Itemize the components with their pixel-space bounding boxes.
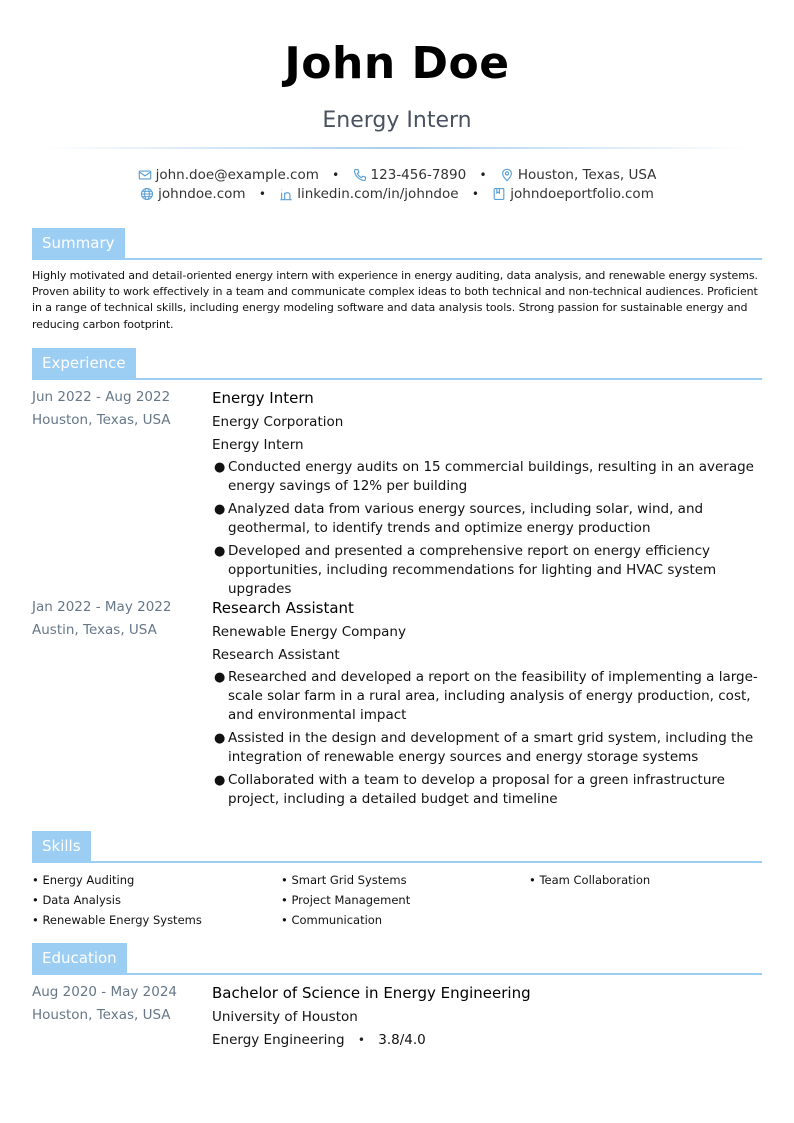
globe-icon	[140, 187, 154, 201]
contact-row-primary	[0, 165, 794, 185]
location-text: Houston, Texas, USA	[517, 167, 657, 183]
education-field-gpa	[212, 1030, 762, 1050]
experience-location: Austin, Texas, USA	[32, 622, 157, 638]
education-heading: Education	[32, 943, 127, 974]
skills-column	[529, 870, 769, 890]
skill-item: • Energy Auditing	[32, 873, 135, 887]
linkedin-icon	[279, 187, 293, 201]
education-details	[212, 982, 762, 1050]
bullet-text: Collaborated with a team to develop a proposal for a green infrastructure project, including a detailed budget and timeline	[228, 772, 725, 807]
summary-text: Highly motivated and detail-oriented energy intern with experience in energy auditing, data analysis, and renewable energy systems. Proven ability to work effectively in a team and communicate complex ideas to both technical and non-technical audiences. Proficient in a range of technical skills, including energy modeling software and data analysis tools. Strong passion for sustainable energy and reducing carbon footprint.	[32, 269, 758, 331]
skills-section-header	[32, 831, 762, 862]
bullet-dot-icon: ●	[214, 670, 226, 685]
bullet-text: Analyzed data from various energy sources, including solar, wind, and geothermal, to identify trends and optimize energy production	[228, 501, 704, 536]
contact-row-secondary	[0, 184, 794, 204]
skills-heading: Skills	[32, 831, 91, 862]
skill-item: • Project Management	[281, 893, 411, 907]
contact-phone[interactable]	[353, 165, 467, 185]
header-divider	[44, 147, 750, 149]
skills-column	[281, 870, 521, 930]
experience-heading: Experience	[32, 348, 136, 379]
candidate-headline: Energy Intern	[322, 108, 472, 133]
education-separator: •	[357, 1033, 365, 1047]
contact-separator: •	[471, 187, 479, 201]
experience-section-header	[32, 348, 762, 379]
bullet-dot-icon: ●	[214, 773, 226, 788]
section-divider	[32, 861, 762, 863]
contact-portfolio[interactable]	[492, 184, 654, 204]
bullet-dot-icon: ●	[214, 731, 226, 746]
list-item	[212, 458, 762, 496]
education-date: Aug 2020 - May 2024	[32, 984, 178, 1000]
list-item	[212, 729, 762, 767]
list-item	[212, 771, 762, 809]
skill-item: • Communication	[281, 913, 383, 927]
list-item	[212, 668, 762, 725]
candidate-name: John Doe	[284, 38, 510, 89]
contact-email[interactable]	[138, 165, 319, 185]
portfolio-text: johndoeportfolio.com	[510, 186, 654, 202]
skill-item: • Renewable Energy Systems	[32, 913, 202, 927]
bullet-dot-icon: ●	[214, 460, 226, 475]
skill-item: • Smart Grid Systems	[281, 873, 407, 887]
experience-details	[212, 387, 762, 603]
contact-location	[500, 165, 657, 185]
education-institution: University of Houston	[212, 1009, 358, 1025]
phone-icon	[353, 168, 367, 182]
bullet-text: Researched and developed a report on the feasibility of implementing a large-scale solar farm in a rural area, including analysis of energy production, cost, and environmental impact	[228, 669, 758, 723]
experience-position: Research Assistant	[212, 647, 340, 663]
skill-item: • Data Analysis	[32, 893, 121, 907]
contact-website[interactable]	[140, 184, 245, 204]
summary-section-header	[32, 228, 762, 259]
phone-text: 123-456-7890	[370, 167, 467, 183]
summary-heading: Summary	[32, 228, 125, 259]
experience-details	[212, 597, 762, 813]
bullet-text: Developed and presented a comprehensive report on energy efficiency opportunities, including recommendations for lighting and HVAC system upgrades	[228, 543, 717, 597]
section-divider	[32, 258, 762, 260]
education-location: Houston, Texas, USA	[32, 1007, 171, 1023]
contact-separator: •	[332, 168, 340, 182]
skill-item: • Team Collaboration	[529, 873, 651, 887]
contact-linkedin[interactable]	[279, 184, 458, 204]
education-field: Energy Engineering	[212, 1032, 345, 1048]
section-divider	[32, 973, 762, 975]
list-item	[212, 500, 762, 538]
experience-title: Research Assistant	[212, 599, 354, 617]
bullet-dot-icon: ●	[214, 544, 226, 559]
experience-title: Energy Intern	[212, 389, 314, 407]
experience-bullets	[212, 458, 762, 599]
portfolio-icon	[492, 187, 506, 201]
linkedin-text: linkedin.com/in/johndoe	[297, 186, 459, 202]
experience-company: Renewable Energy Company	[212, 624, 406, 640]
education-degree: Bachelor of Science in Energy Engineering	[212, 984, 531, 1002]
contact-separator: •	[258, 187, 266, 201]
mail-icon	[138, 168, 152, 182]
experience-position: Energy Intern	[212, 437, 304, 453]
bullet-dot-icon: ●	[214, 502, 226, 517]
list-item	[212, 542, 762, 599]
website-text: johndoe.com	[158, 186, 246, 202]
experience-date: Jan 2022 - May 2022	[32, 599, 172, 615]
experience-company: Energy Corporation	[212, 414, 344, 430]
email-text: john.doe@example.com	[155, 167, 319, 183]
map-pin-icon	[500, 168, 514, 182]
skills-column	[32, 870, 272, 930]
bullet-text: Assisted in the design and development of a smart grid system, including the integration of renewable energy sources and energy storage systems	[228, 730, 754, 765]
education-section-header	[32, 943, 762, 974]
bullet-text: Conducted energy audits on 15 commercial buildings, resulting in an average energy savings of 12% per building	[228, 459, 754, 494]
education-gpa: 3.8/4.0	[378, 1032, 426, 1048]
experience-bullets	[212, 668, 762, 809]
section-divider	[32, 378, 762, 380]
experience-date: Jun 2022 - Aug 2022	[32, 389, 171, 405]
experience-location: Houston, Texas, USA	[32, 412, 171, 428]
contact-separator: •	[479, 168, 487, 182]
